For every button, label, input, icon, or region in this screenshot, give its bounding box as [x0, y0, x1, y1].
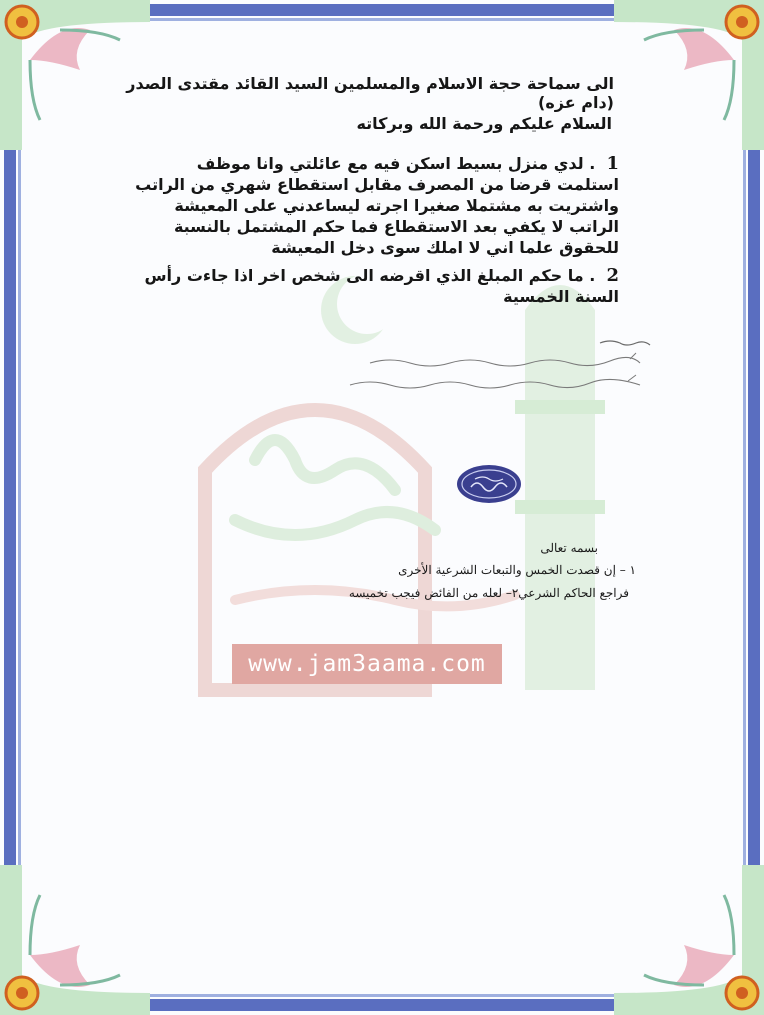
greeting-line: السلام عليكم ورحمة الله وبركاته [356, 114, 612, 133]
watermark-url: www.jam3aama.com [232, 644, 502, 684]
answer-item-1: ١ – إن قصدت الخمس والتبعات الشرعية الأخرى [398, 563, 636, 577]
handwritten-note [330, 335, 660, 405]
question-2: 2 . ما حكم المبلغ الذي اقرضه الى شخص اخر اذا جاءت رأس السنة الخمسية [144, 265, 619, 306]
corner-ornament-bottom-left [0, 865, 150, 1015]
answer-heading: بسمه تعالى [540, 541, 598, 555]
question-1: 1 . لدي منزل بسيط اسكن فيه مع عائلتي وانا موظف استلمت قرضا من المصرف مقابل استقطاع شهري من الراتب واشتريت به مشتملا صغيرا اجرته ليساعدني على المعيشة الراتب لا يكفي بعد الاستقطاع فما حكم المشتمل بالنسبة للحقوق علما اني لا املك سوى دخل المعيشة [135, 153, 619, 257]
question-2-number: 2 [606, 265, 619, 286]
answer-item-2: فراجع الحاكم الشرعي٢– لعله من الفائض فيجب تخميسه [348, 586, 629, 600]
corner-ornament-top-right [614, 0, 764, 150]
question-1-number: 1 [606, 153, 619, 174]
office-seal-stamp [455, 463, 523, 505]
question-2-text: ما حكم المبلغ الذي اقرضه الى شخص اخر اذا جاءت رأس السنة الخمسية [144, 266, 619, 306]
question-1-text: لدي منزل بسيط اسكن فيه مع عائلتي وانا موظف استلمت قرضا من المصرف مقابل استقطاع شهري من الراتب واشتريت به مشتملا صغيرا اجرته ليساعدني على المعيشة الراتب لا يكفي بعد الاستقطاع فما حكم المشتمل بالنسبة للحقوق علما اني لا املك سوى دخل المعيشة [135, 154, 619, 257]
addressee-line: الى سماحة حجة الاسلام والمسلمين السيد القائد مقتدى الصدر (دام عزه) [126, 74, 614, 112]
corner-ornament-bottom-right [614, 865, 764, 1015]
